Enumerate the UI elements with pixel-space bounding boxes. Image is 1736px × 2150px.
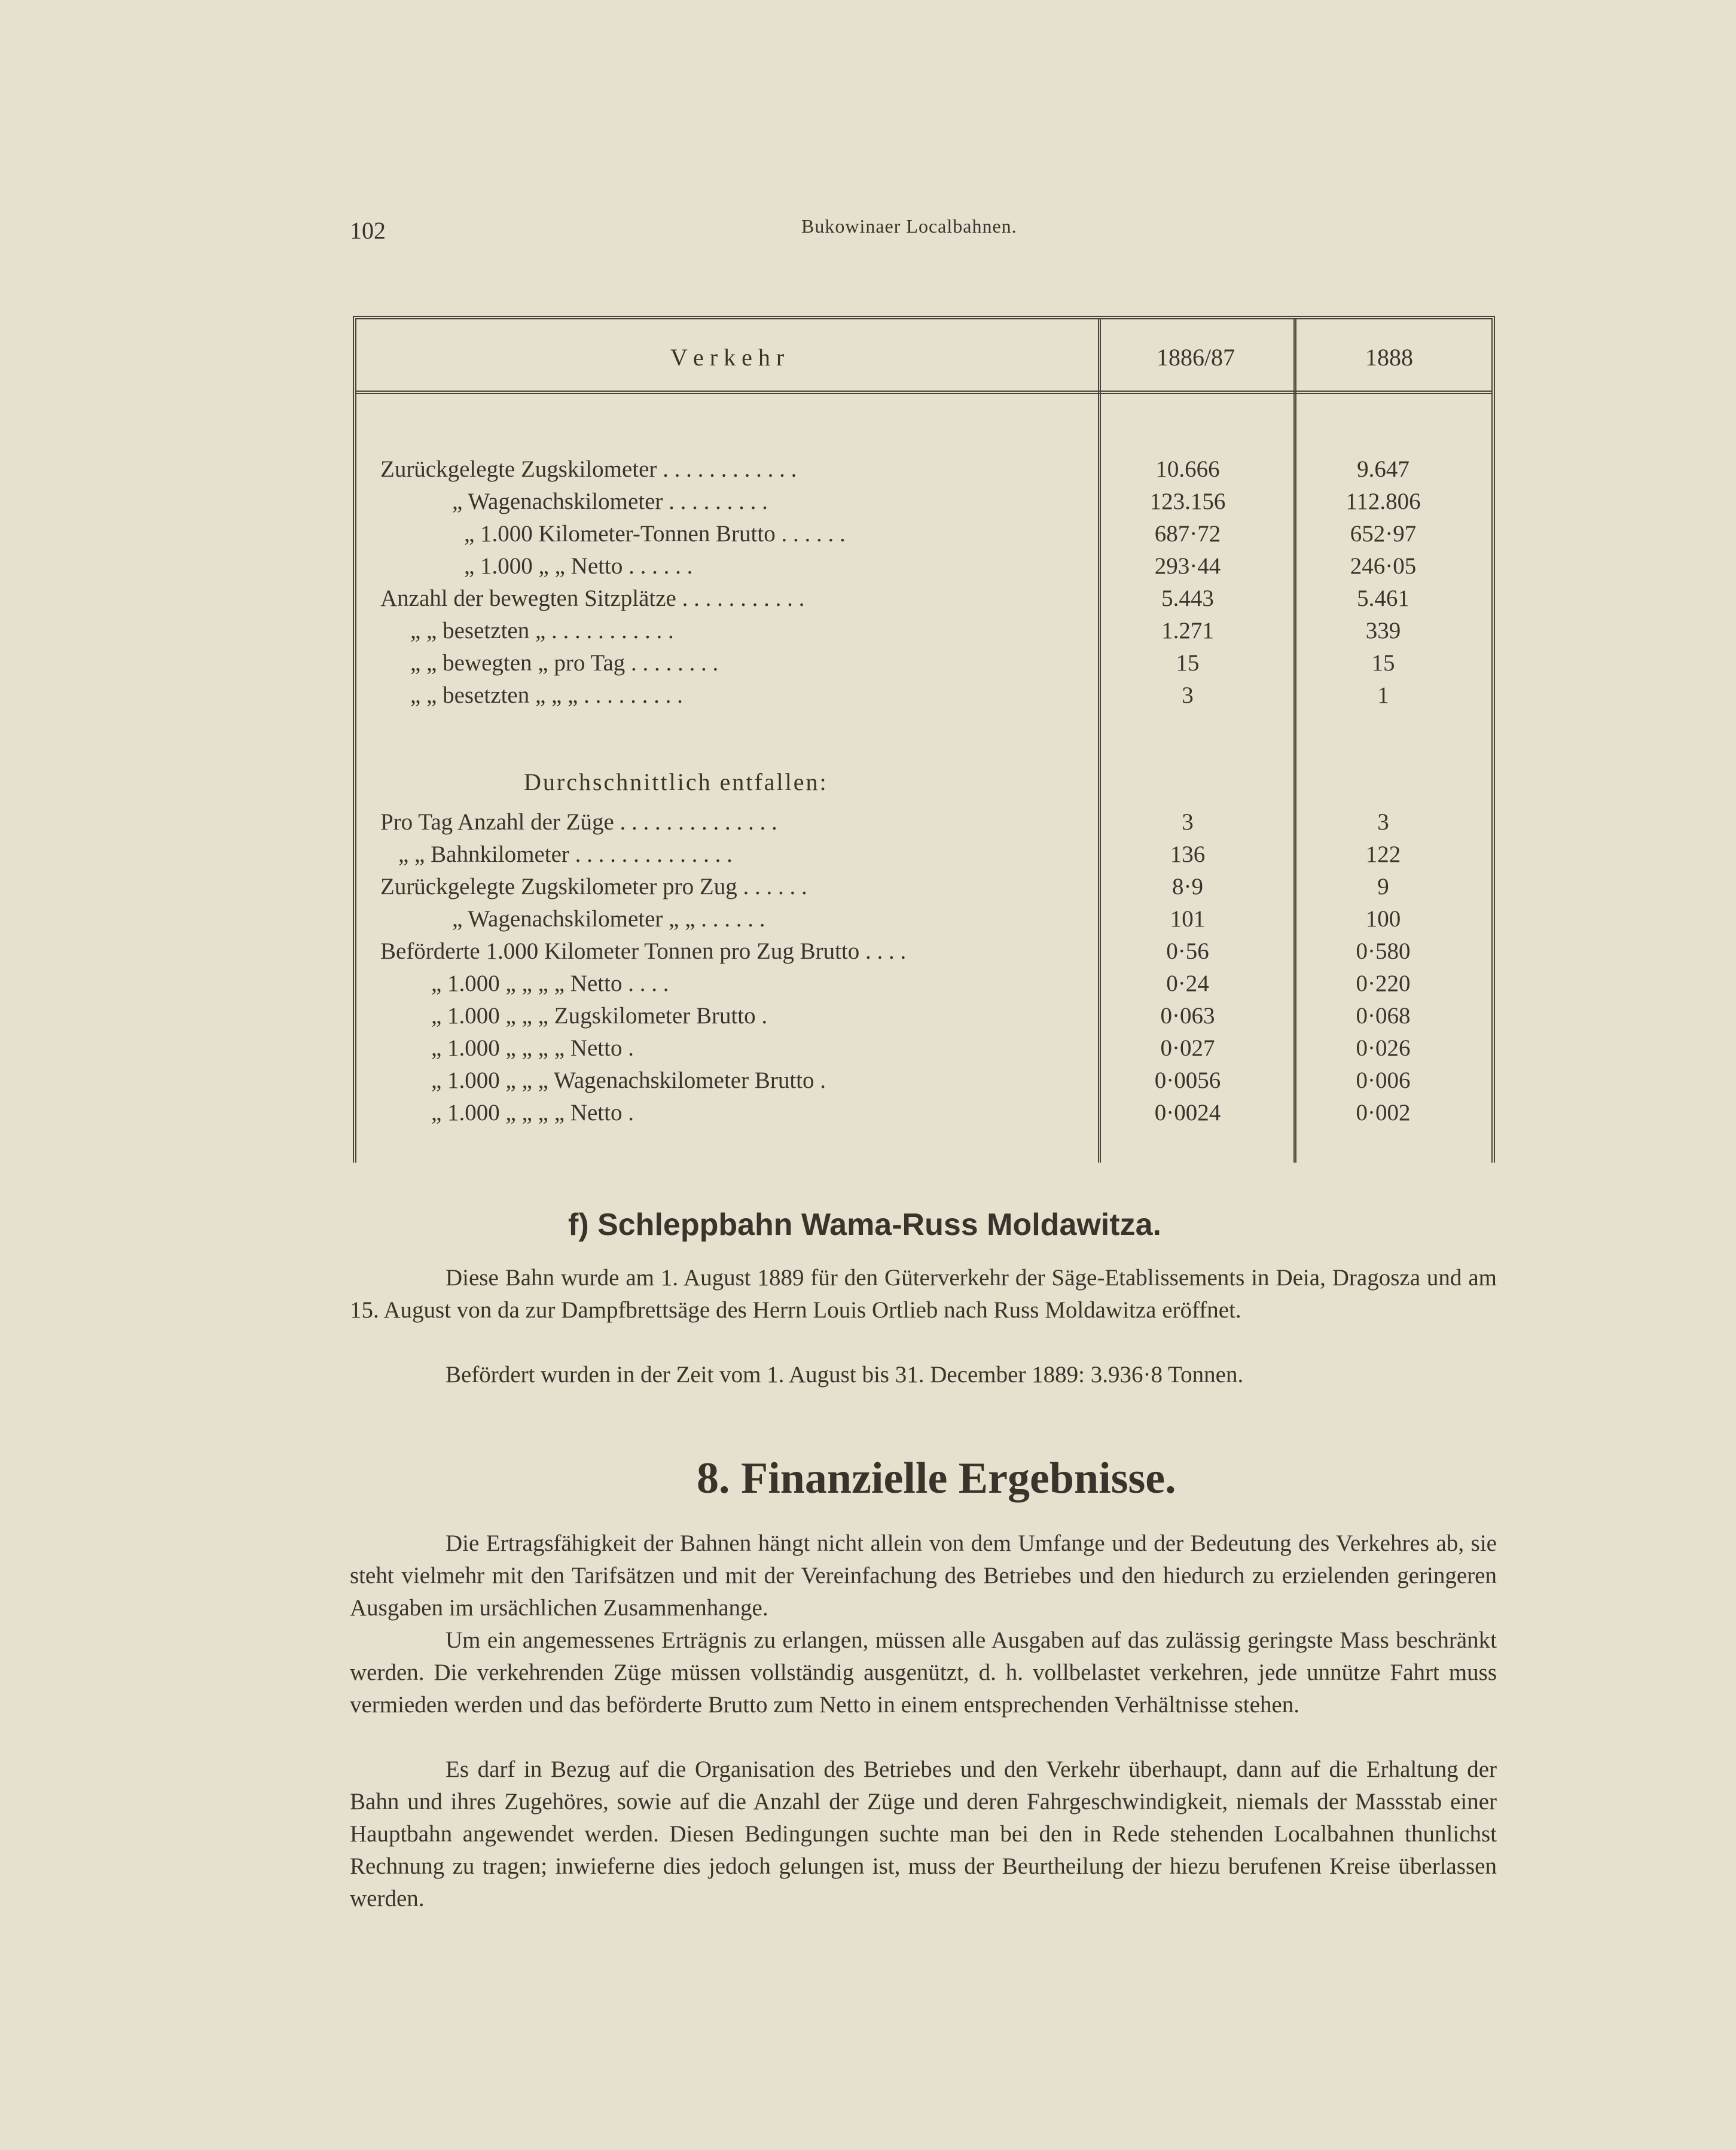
- table-row: „ „ besetzten „ „ „ . . . . . . . . . 3 1: [410, 682, 1389, 708]
- table-row: Anzahl der bewegten Sitzplätze . . . . . . . . . . . 5.443 5.461: [380, 585, 1409, 611]
- paragraph: Diese Bahn wurde am 1. August 1889 für den Güterverkehr der Säge-Etablissements in Deia, Dragosza und am 15. August von da zur Dampfbrettsäge des Herrn Louis Ortlieb nach Russ Moldawitza eröffnet.: [350, 1265, 1497, 1323]
- table-row: „ 1.000 „ „ „ Zugskilometer Brutto . 0·063 0·068: [431, 1003, 1411, 1029]
- table-row: „ 1.000 „ „ „ „ Netto . 0·0024 0·002: [431, 1100, 1411, 1126]
- table-row: „ „ bewegten „ pro Tag . . . . . . . . 15 15: [410, 650, 1395, 676]
- col-header-1886: 1886/87: [1156, 344, 1235, 371]
- table-subheading: Durchschnittlich entfallen:: [524, 768, 828, 795]
- table-row: Beförderte 1.000 Kilometer Tonnen pro Zug Brutto . . . . 0·56 0·580: [380, 938, 1411, 964]
- table-row: „ „ Bahnkilometer . . . . . . . . . . . . . . 136 122: [398, 841, 1401, 867]
- paragraph: Es darf in Bezug auf die Organisation des Betriebes und den Verkehr überhaupt, dann auf die Erhaltung der Bahn und ihres Zugehöres, sowie auf die Anzahl der Züge und deren Fahrgeschwindigkeit, niemals der Massstab einer Hauptbahn angewendet werden. Diesen Bedingungen suchte man bei den in Rede stehenden Localbahnen thunlichst Rechnung zu tragen; inwieferne dies jedoch gelungen ist, muss der Beurtheilung der hiezu berufenen Kreise überlassen werden.: [350, 1756, 1497, 1911]
- table-row: „ 1.000 „ „ „ Wagenachskilometer Brutto . 0·0056 0·006: [431, 1068, 1411, 1093]
- traffic-table: [353, 316, 1495, 1163]
- table-row: „ 1.000 „ „ „ „ Netto . . . . 0·24 0·220: [431, 971, 1411, 996]
- paragraph: Um ein angemessenes Erträgnis zu erlangen, müssen alle Ausgaben auf das zulässig geringste Mass beschränkt werden. Die verkehrenden Züge müssen vollständig ausgenützt, d. h. vollbelastet verkehren, jede unnütze Fahrt muss vermieden werden und das beförderte Brutto zum Netto in einem entsprechenden Verhältnisse stehen.: [350, 1627, 1497, 1718]
- table-row: Zurückgelegte Zugskilometer . . . . . . . . . . . . 10.666 9.647: [380, 456, 1409, 482]
- table-header-separator: [356, 391, 1491, 394]
- paragraph: Die Ertragsfähigkeit der Bahnen hängt nicht allein von dem Umfange und der Bedeutung des Verkehres ab, sie steht vielmehr mit den Tarifsätzen und mit der Vereinfachung des Betriebes und den hiedurch zu erzielenden geringeren Ausgaben im ursächlichen Zusammenhange.: [350, 1530, 1497, 1621]
- col-header-1888: 1888: [1365, 344, 1413, 371]
- table-row: „ 1.000 „ „ Netto . . . . . . 293·44 246·05: [464, 553, 1417, 579]
- section-8-title: 8. Finanzielle Ergebnisse.: [697, 1454, 1176, 1503]
- running-title: Bukowinaer Localbahnen.: [801, 215, 1017, 237]
- table-row: Pro Tag Anzahl der Züge . . . . . . . . . . . . . . 3 3: [380, 809, 1389, 835]
- table-row: Zurückgelegte Zugskilometer pro Zug . . . . . . 8·9 9: [380, 874, 1389, 899]
- col-header-verkehr: V e r k e h r: [670, 344, 785, 371]
- paragraph: Befördert wurden in der Zeit vom 1. August bis 31. December 1889: 3.936·8 Tonnen.: [446, 1362, 1244, 1387]
- table-row: „ 1.000 „ „ „ „ Netto . 0·027 0·026: [431, 1035, 1411, 1061]
- section-f-title: f) Schleppbahn Wama-Russ Moldawitza.: [568, 1207, 1161, 1242]
- table-row: „ Wagenachskilometer . . . . . . . . . 123.156 112.806: [452, 489, 1421, 514]
- table-row: „ „ besetzten „ . . . . . . . . . . . 1.271 339: [410, 618, 1401, 644]
- table-row: „ Wagenachskilometer „ „ . . . . . . 101 100: [452, 906, 1401, 932]
- page-number: 102: [350, 217, 386, 244]
- table-row: „ 1.000 Kilometer-Tonnen Brutto . . . . . . 687·72 652·97: [464, 521, 1417, 547]
